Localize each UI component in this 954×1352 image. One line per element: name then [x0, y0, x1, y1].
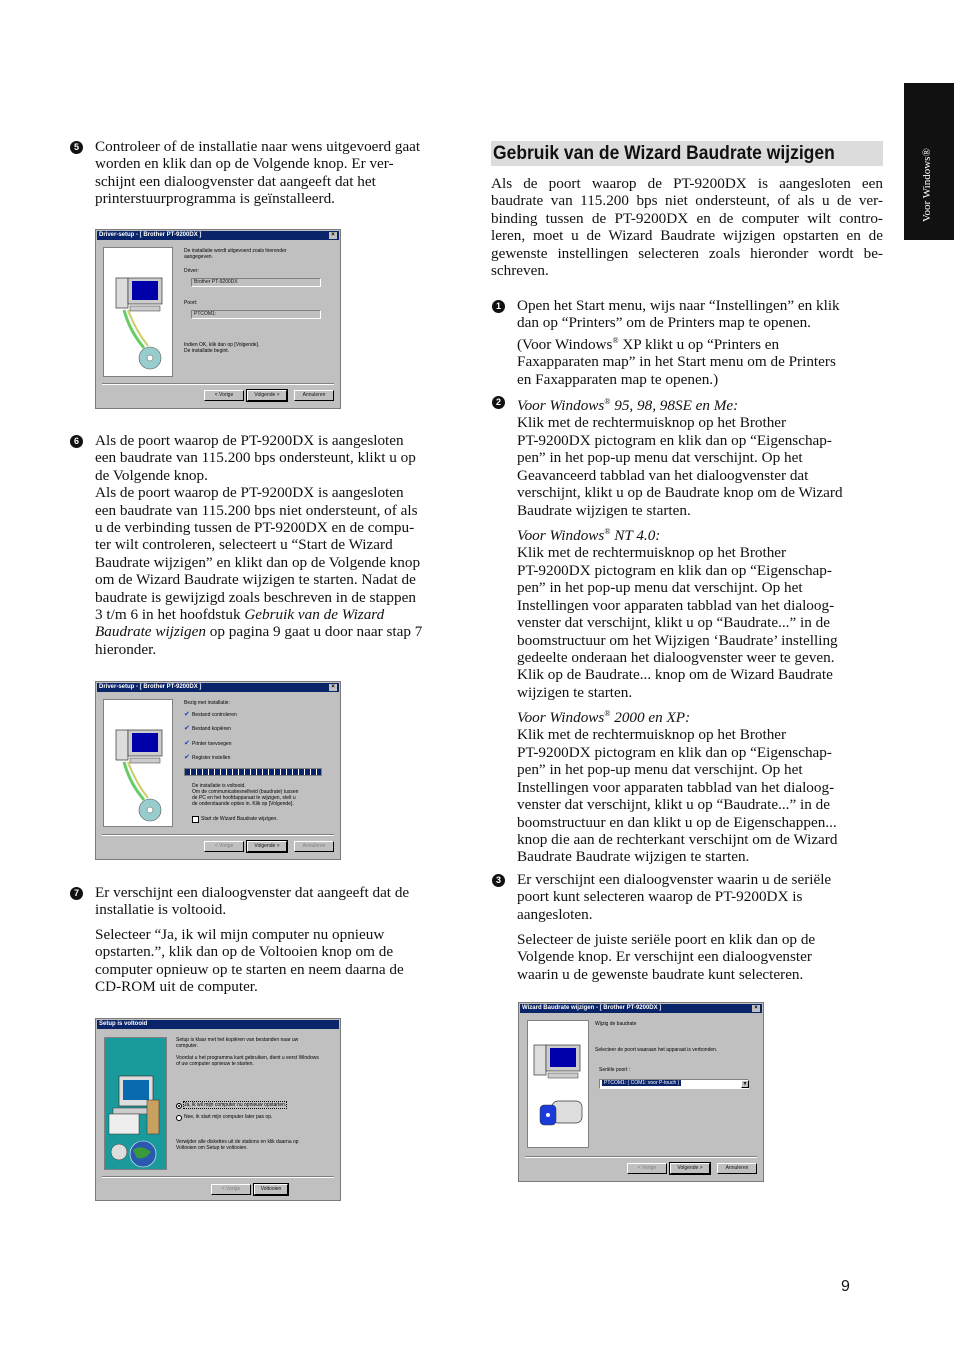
text-line: (Voor Windows® XP klikt u op “Printers en: [517, 335, 780, 353]
computer-globe-icon: [105, 1038, 166, 1169]
text-line: waarin u de gewenste baudrate kunt selecteren.: [517, 965, 804, 983]
step-number-3: 3: [492, 874, 505, 887]
dialog-title: Wizard Baudrate wijzigen - [ Brother PT-9200DX ]: [522, 1005, 662, 1011]
driver-setup-dialog-progress: [95, 681, 341, 860]
text-line: u de verbinding tussen de PT-9200DX en de compu-: [95, 519, 415, 537]
setup-illustration: [104, 1037, 167, 1170]
step-number-7: 7: [70, 887, 83, 900]
text-line: ter wilt controleren, selecteert u “Start de Wizard: [95, 536, 393, 554]
close-icon[interactable]: ×: [329, 684, 337, 691]
text-line: om de Wizard Baudrate wijzigen te starten. Nadat de: [95, 571, 416, 589]
progress-item: Bestand controleren: [192, 712, 237, 718]
dialog-titlebar: [97, 1020, 339, 1029]
dialog-separator: [525, 1156, 757, 1158]
text-line: leren, moet u de Wizard Baudrate wijzigen opstarten en de: [491, 227, 883, 245]
dialog-text: of uw computer opnieuw te starten.: [176, 1061, 254, 1067]
port-field: PTCOM1:: [191, 310, 321, 319]
chevron-down-icon[interactable]: ▼: [742, 1081, 748, 1087]
text-line: boomstructuur en dan klikt u op de Eigenschappen...: [517, 813, 837, 831]
computer-icon: [104, 248, 172, 376]
step1-text: [517, 297, 887, 388]
text-line: Klik met de rechtermuisknop op het Brother: [517, 544, 787, 562]
text-line: Voor Windows® 95, 98, 98SE en Me:: [517, 397, 739, 415]
dialog-title: Driver-setup - [ Brother PT-9200DX ]: [99, 232, 202, 238]
text-line: venster dat verschijnt, klikt u op “Baudrate...” in de: [517, 614, 830, 632]
text-line: poort kunt selecteren waarop de PT-9200DX is: [517, 888, 803, 906]
step7-text: [95, 884, 460, 919]
step-number-5: 5: [70, 141, 83, 154]
driver-setup-dialog-confirm: [95, 229, 341, 409]
dialog-text: Wijzig de baudrate: [595, 1021, 637, 1027]
intro-paragraph: [491, 175, 883, 279]
dialog-titlebar: [97, 231, 339, 240]
computer-printer-illustration: [527, 1020, 589, 1148]
text-line: venster dat verschijnt, klikt u op “Baudrate...” in de: [517, 796, 830, 814]
progress-fill: [185, 769, 321, 775]
text-line: Open het Start menu, wijs naar “Instellingen” en klik: [517, 297, 840, 314]
text-line: computer opnieuw op te starten en neem daarna de: [95, 960, 404, 978]
text-line: een baudrate van 115.200 bps niet ondersteunt, of als: [95, 501, 418, 519]
text-line: Instellingen voor apparaten tabblad van het dialoog-: [517, 596, 835, 614]
cancel-button[interactable]: Annuleren: [717, 1163, 757, 1174]
text-line: PT-9200DX pictogram en klik dan op “Eigenschap-: [517, 561, 832, 579]
text-line: Volgende knop. Er verschijnt een dialoogvenster: [517, 948, 812, 966]
text-line: de Volgende knop.: [95, 466, 208, 484]
dialog-title: Driver-setup - [ Brother PT-9200DX ]: [99, 684, 202, 690]
next-button[interactable]: Volgende >: [670, 1163, 710, 1174]
computer-cd-illustration: [103, 247, 173, 377]
checkmark-icon: ✔: [184, 725, 190, 732]
dialog-text: aangegeven.: [184, 254, 213, 260]
back-button[interactable]: < Vorige: [204, 841, 244, 852]
next-button[interactable]: Volgende >: [247, 841, 287, 852]
text-line: Voor Windows® 2000 en XP:: [517, 709, 691, 727]
text-line: worden en klik dan op de Volgende knop. Er ver-: [95, 155, 394, 173]
serial-port-select[interactable]: [599, 1079, 749, 1089]
dialog-separator: [102, 834, 334, 836]
dialog-text: De installatie wordt uitgevoerd zoals hieronder: [184, 248, 287, 254]
text-line: aangesloten.: [517, 905, 593, 923]
progress-item: Bestand kopiëren: [192, 726, 231, 732]
progress-item: Register instellen: [192, 755, 231, 761]
dialog-text: De installatie begint.: [184, 348, 230, 354]
step2-2000xp: [517, 705, 887, 866]
text-line: en Faxapparaten map te openen.): [517, 370, 719, 388]
computer-printer-icon: [528, 1021, 588, 1147]
dialog-text: Voltooien om Setup te voltooien.: [176, 1145, 248, 1151]
step7-paragraph2: [95, 926, 460, 996]
step-number-1: 1: [492, 300, 505, 313]
back-button[interactable]: < Vorige: [211, 1184, 251, 1195]
text-line: Instellingen voor apparaten tabblad van het dialoog-: [517, 778, 835, 796]
port-label: Seriële poort :: [599, 1067, 631, 1073]
dialog-text: Setup is klaar met het kopiëren van bestanden naar uw: [176, 1037, 299, 1043]
side-tab-label: Voor Windows®: [921, 148, 933, 222]
chapter-reference: Gebruik van de Wizard: [244, 606, 385, 624]
text-line: gedeelte onderaan het dialoogvenster weer te geven.: [517, 648, 835, 666]
text-line: Controleer of de installatie naar wens uitgevoerd gaat: [95, 138, 421, 155]
step6-text: [95, 432, 465, 658]
radio-label: Ja, ik wil mijn computer nu opnieuw opstarten.: [184, 1102, 287, 1108]
text-line: een baudrate van 115.200 bps ondersteunt, klikt u op: [95, 449, 416, 467]
back-button[interactable]: < Vorige: [204, 390, 244, 401]
cancel-button[interactable]: Annuleren: [294, 390, 334, 401]
dialog-text: de onderstaande opties in. Klik op [Volgende].: [192, 801, 294, 807]
text-line: dan op “Printers” om de Printers map te openen.: [517, 314, 811, 332]
text-line: Als de poort waarop de PT-9200DX is aangesloten: [95, 484, 404, 502]
dialog-text: Bezig met installatie:: [184, 700, 230, 706]
dialog-titlebar: [520, 1004, 762, 1013]
text-line: Er verschijnt een dialoogvenster dat aangeeft dat de: [95, 884, 410, 901]
os-heading: Voor Windows: [517, 709, 605, 727]
setup-complete-dialog: [95, 1018, 341, 1201]
text-line: Faxapparaten map” in het Start menu om de Printers: [517, 353, 836, 371]
os-heading: Voor Windows: [517, 397, 605, 415]
text-line: Geavanceerd tabblad van het dialoogvenster dat: [517, 466, 809, 484]
step-number-2: 2: [492, 396, 505, 409]
progress-item: Printer toevoegen: [192, 741, 232, 747]
dialog-text: Selecteer de poort waaraan het apparaat is verbonden.: [595, 1047, 718, 1053]
step-number-6: 6: [70, 435, 83, 448]
text-span: 3 t/m 6 in het hoofdstuk: [95, 606, 245, 624]
text-line: baudrate van 115.200 bps niet ondersteunt, of als u de ver-: [491, 192, 883, 210]
radio-label: Nee, ik start mijn computer later pas op.: [184, 1114, 273, 1120]
step3-text: [517, 871, 887, 923]
text-line: pen” in het pop-up menu dat verschijnt. Op het: [517, 449, 803, 467]
dialog-text: Om de communicatiesnelheid (baudrate) tussen: [192, 789, 299, 795]
section-heading: [491, 141, 883, 166]
text-line: pen” in het pop-up menu dat verschijnt. Op het: [517, 579, 803, 597]
text-line: Als de poort waarop de PT-9200DX is aangesloten een: [491, 175, 883, 192]
selected-port: PTCOM1: ( COM1: voor P-touch ): [604, 1080, 680, 1086]
text-line: printerstuurprogramma is geïnstalleerd.: [95, 190, 335, 208]
text-line: hieronder.: [95, 640, 157, 658]
page-number: 9: [841, 1278, 850, 1295]
text-line: Baudrate wijzigen te starten.: [517, 501, 691, 519]
next-button[interactable]: Volgende >: [247, 390, 287, 401]
restart-now-radio[interactable]: [176, 1103, 182, 1109]
close-icon[interactable]: ×: [752, 1005, 760, 1012]
dialog-separator: [102, 383, 334, 385]
checkbox-label: Start de Wizard Baudrate wijzigen.: [201, 816, 278, 822]
text-line: Klik met de rechtermuisknop op het Brother: [517, 726, 787, 744]
start-wizard-checkbox[interactable]: [192, 816, 199, 823]
text-span: (Voor Windows: [517, 335, 613, 353]
checkmark-icon: ✔: [184, 754, 190, 761]
step5-text: [95, 138, 460, 208]
text-line: knop die aan de rechterkant verschijnt om de Wizard: [517, 830, 838, 848]
step2-win9x: [517, 393, 887, 519]
step2-nt: [517, 523, 887, 701]
computer-icon: [104, 700, 172, 826]
text-line: Baudrate wijzigen” en klikt dan op de Volgende knop: [95, 553, 421, 571]
text-line: Baudrate Baudrate wijzigen te starten.: [517, 848, 750, 866]
text-line: Als de poort waarop de PT-9200DX is aangesloten: [95, 432, 404, 449]
text-line: schreven.: [491, 262, 549, 280]
text-line: gewenste instellingen selecteren zoals hieronder wordt be-: [491, 244, 883, 262]
driver-label: Driver:: [184, 268, 199, 274]
text-line: boomstructuur om het Wijzigen ‘Baudrate’ instelling: [517, 631, 838, 649]
dialog-text: Indien OK, klik dan op [Volgende].: [184, 342, 260, 348]
text-line: [95, 623, 465, 640]
page-title: Gebruik van de Wizard Baudrate wijzigen: [493, 143, 835, 164]
text-line: Selecteer de juiste seriële poort en klik dan op de: [517, 931, 816, 948]
dialog-text: Voordat u het programma kunt gebruiken, dient u eerst Windows: [176, 1055, 319, 1061]
text-line: Er verschijnt een dialoogvenster waarin u de seriële: [517, 871, 832, 888]
driver-field: Brother PT-9200DX: [191, 278, 321, 287]
text-line: CD-ROM uit de computer.: [95, 978, 258, 996]
dialog-text: computer.: [176, 1043, 198, 1049]
close-icon[interactable]: ×: [329, 232, 337, 239]
text-line: Klik met de rechtermuisknop op het Brother: [517, 414, 787, 432]
dialog-text: De installatie is voltooid.: [192, 783, 246, 789]
progress-bar: [184, 768, 322, 776]
text-line: baudrate is gewijzigd zoals beschreven in de stappen: [95, 588, 416, 606]
back-button[interactable]: < Vorige: [627, 1163, 667, 1174]
text-line: [95, 606, 465, 623]
computer-cd-illustration: [103, 699, 173, 827]
step3-paragraph2: [517, 931, 887, 983]
text-line: installatie is voltooid.: [95, 901, 227, 919]
os-heading: 2000 en XP:: [610, 709, 691, 727]
chapter-reference: Baudrate wijzigen: [95, 623, 206, 641]
text-line: verschijnt, klikt u op de Baudrate knop om de Wizard: [517, 484, 843, 502]
restart-later-radio[interactable]: [176, 1115, 182, 1121]
dialog-separator: [102, 1176, 334, 1178]
text-line: PT-9200DX pictogram en klik dan op “Eigenschap-: [517, 743, 832, 761]
text-line: schijnt een dialoogvenster dat aangeeft dat het: [95, 172, 376, 190]
os-heading: Voor Windows: [517, 527, 605, 545]
port-label: Poort:: [184, 300, 198, 306]
text-line: pen” in het pop-up menu dat verschijnt. Op het: [517, 761, 803, 779]
text-line: PT-9200DX pictogram en klik dan op “Eigenschap-: [517, 431, 832, 449]
text-line: binding tussen de PT-9200DX en de computer wilt contro-: [491, 209, 883, 227]
side-tab: [904, 83, 954, 240]
text-line: Selecteer “Ja, ik wil mijn computer nu opnieuw: [95, 926, 385, 943]
checkmark-icon: ✔: [184, 740, 190, 747]
checkmark-icon: ✔: [184, 711, 190, 718]
finish-button[interactable]: Voltooien: [254, 1184, 288, 1195]
dialog-titlebar: [97, 683, 339, 692]
text-span: XP klikt u op “Printers en: [618, 335, 780, 353]
text-line: Klik op de Baudrate... knop om de Wizard Baudrate: [517, 666, 833, 684]
cancel-button[interactable]: Annuleren: [294, 841, 334, 852]
os-heading: NT 4.0:: [610, 527, 661, 545]
os-heading: 95, 98, 98SE en Me:: [610, 397, 739, 415]
text-line: wijzigen te starten.: [517, 683, 633, 701]
text-line: opstarten.”, klik dan op de Voltooien knop om de: [95, 943, 394, 961]
wizard-baudrate-dialog: [518, 1002, 764, 1182]
text-line: Voor Windows® NT 4.0:: [517, 527, 661, 545]
dialog-title: Setup is voltooid: [99, 1021, 148, 1027]
dialog-text: Verwijder alle diskettes uit de stations en klik daarna op: [176, 1139, 299, 1145]
dialog-text: de PC en het hoofdapparaat te wijzigen, stelt u: [192, 795, 296, 801]
text-span: op pagina 9 gaat u door naar stap 7: [205, 623, 423, 641]
